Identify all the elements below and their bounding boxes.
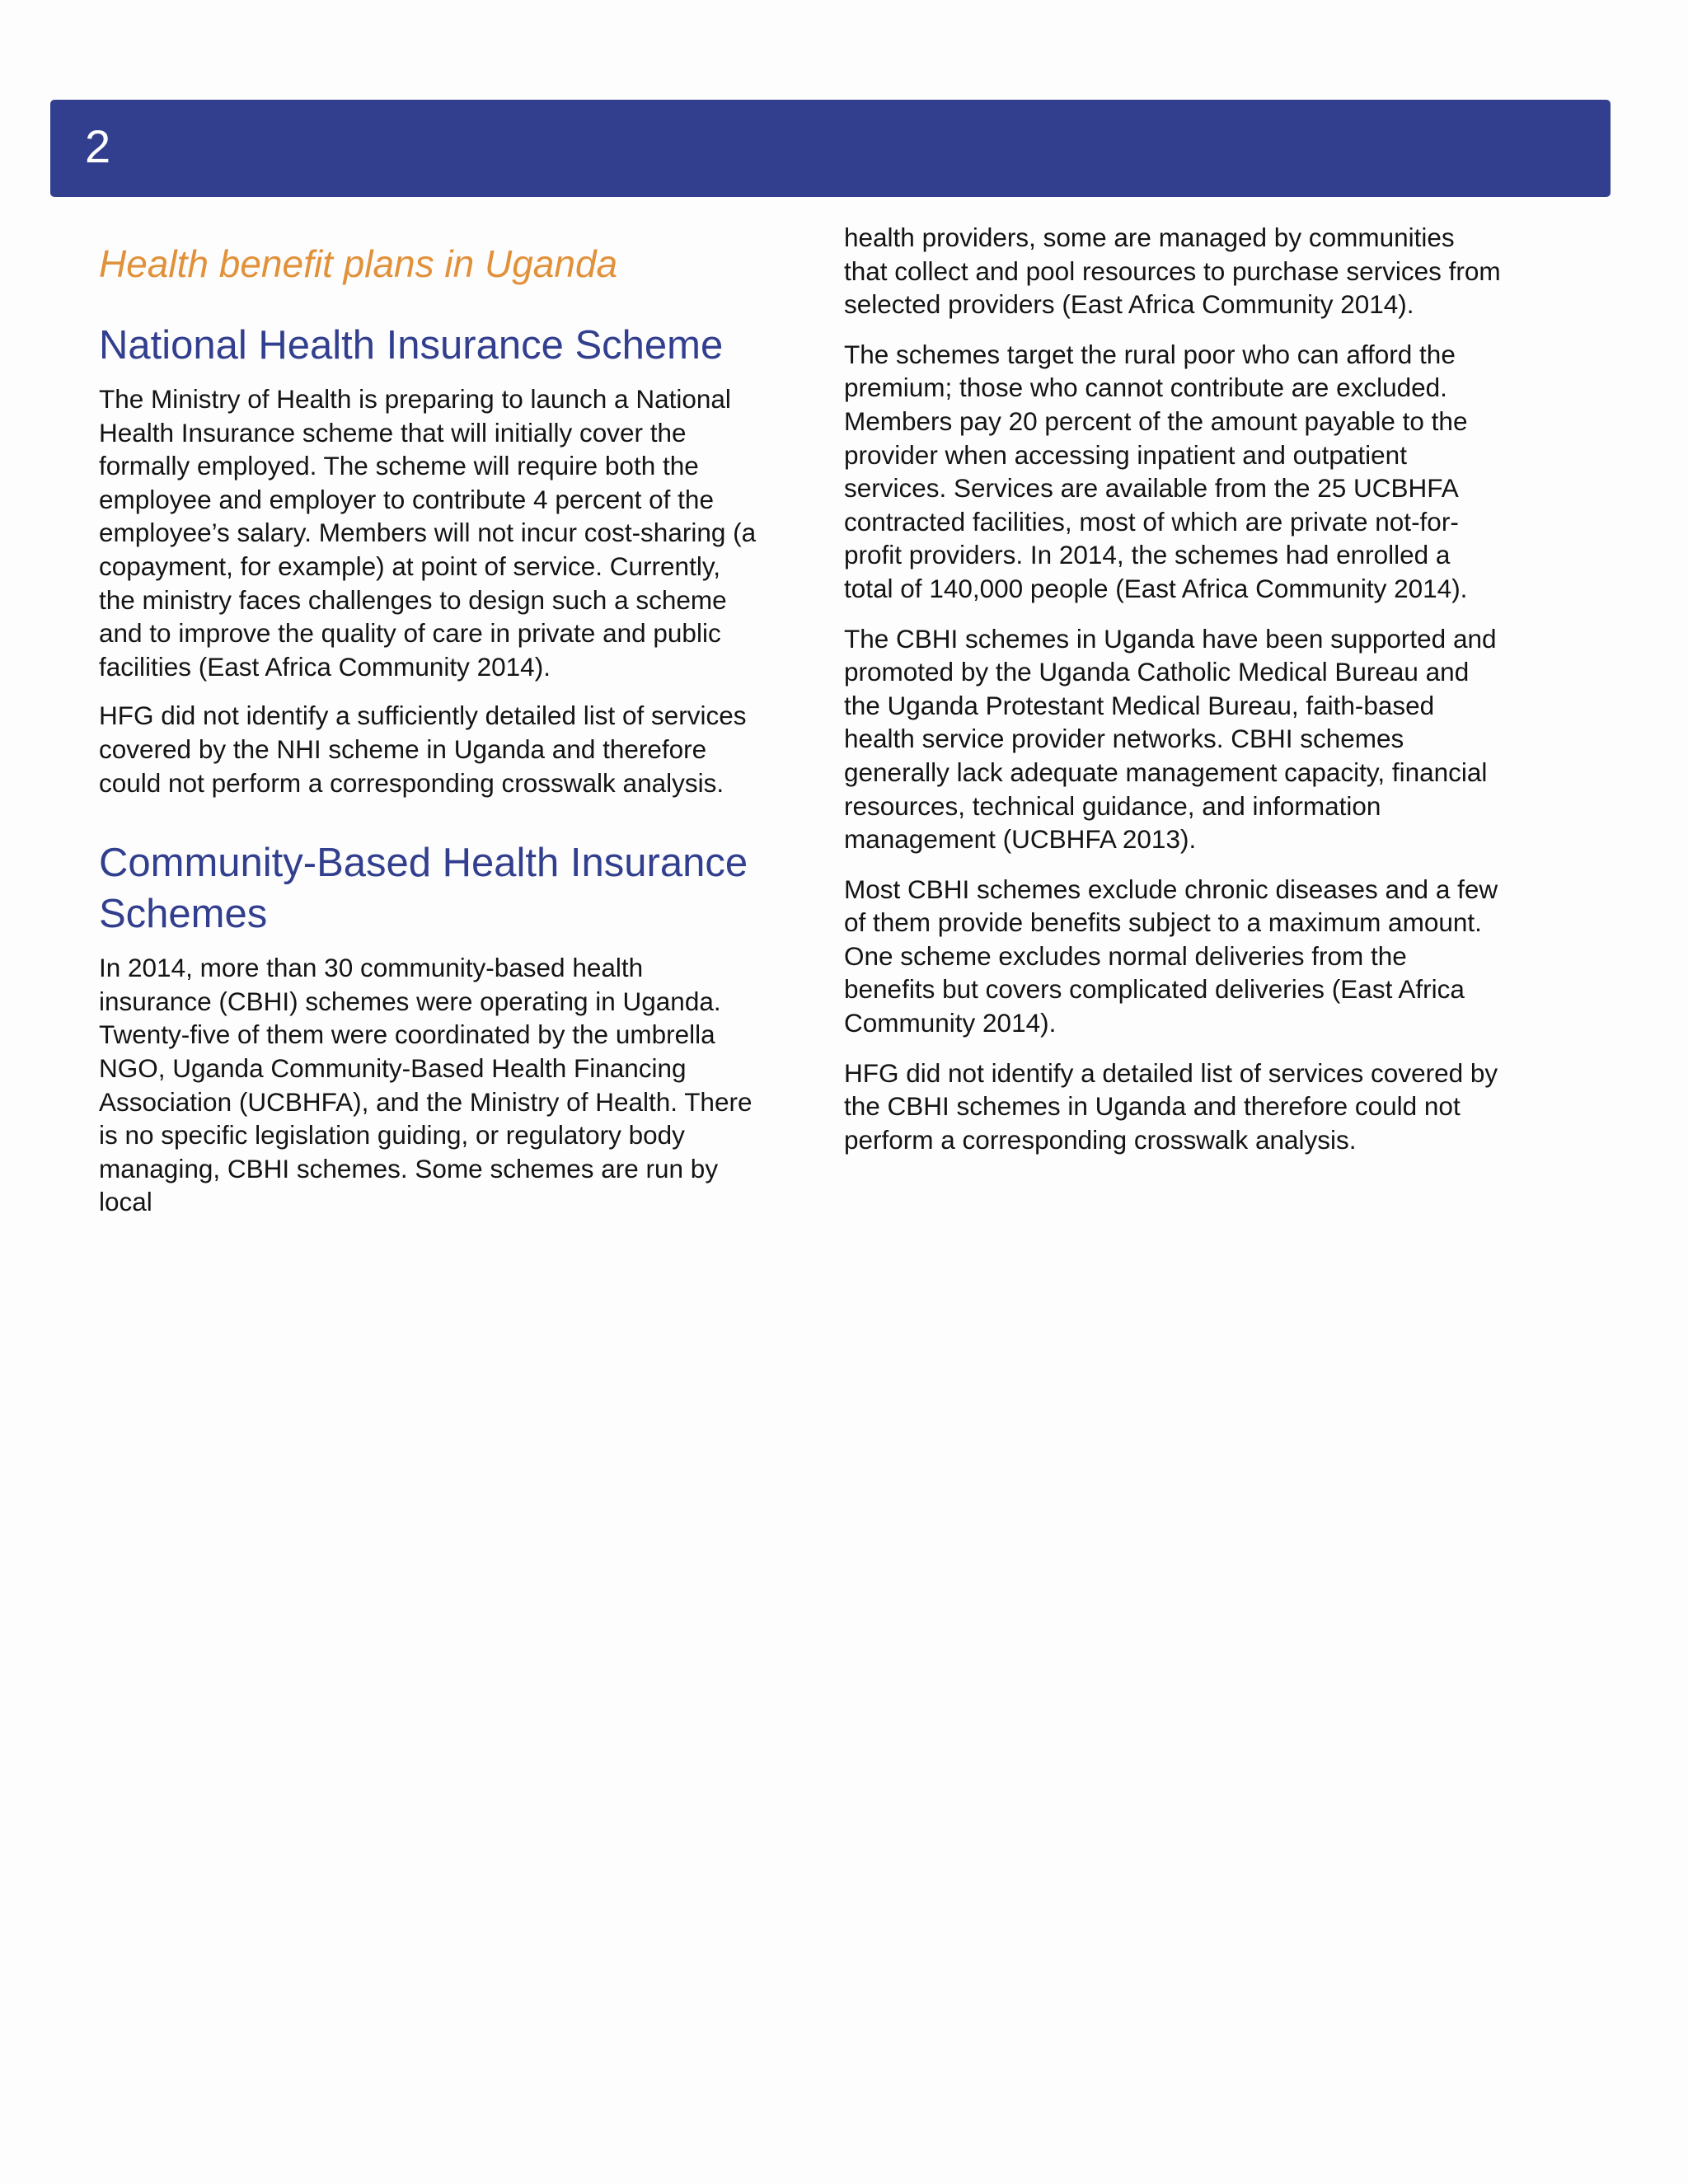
cbhi-continuation-paragraph: health providers, some are managed by communities that collect and pool resources to purchase services from selected providers (East Africa Community 2014).	[844, 223, 1501, 320]
right-column	[844, 221, 1503, 1173]
cbhi-exclusions-paragraph: Most CBHI schemes exclude chronic diseases and a few of them provide benefits subject to a maximum amount. One scheme excludes normal deliveries from the benefits but covers complicated deliveries (East Africa Community 2014).	[844, 874, 1498, 1038]
nhis-paragraph: The Ministry of Health is preparing to launch a National Health Insurance scheme that will initially cover the formally employed. The scheme will require both the employee and employer to contribute 4 percent of the employee’s salary. Members will not incur cost-sharing (a copayment, for example) at point of service. Currently, the ministry faces challenges to design such a scheme and to improve the quality of care in private and public facilities (East Africa Community 2014).	[99, 384, 757, 682]
nhis-heading: National Health Insurance Scheme	[99, 323, 724, 368]
page-number: 2	[85, 120, 111, 172]
cbhi-target-paragraph: The schemes target the rural poor who can afford the premium; those who cannot contribute are excluded. Members pay 20 percent of the amount payable to the provider when accessing inpatient and outpatient services. Services are available from the 25 UCBHFA contracted facilities, most of which are private not-for-profit providers. In 2014, the schemes had enrolled a total of 140,000 people (East Africa Community 2014).	[844, 339, 1468, 603]
section-title: Health benefit plans in Uganda	[99, 242, 618, 285]
cbhi-heading: Community-Based Health Insurance Schemes	[99, 841, 748, 937]
cbhi-crosswalk-paragraph: HFG did not identify a detailed list of services covered by the CBHI schemes in Uganda and therefore could not perform a corresponding crosswalk analysis.	[844, 1057, 1498, 1155]
page-header-band	[50, 100, 1611, 197]
nhis-crosswalk-paragraph: HFG did not identify a sufficiently detailed list of services covered by the NHI scheme in Uganda and therefore could not perform a corresponding crosswalk analysis.	[99, 701, 747, 798]
cbhi-intro-paragraph: In 2014, more than 30 community-based health insurance (CBHI) schemes were operating in Uganda. Twenty-five of them were coordinated by the umbrella NGO, Uganda Community-Based Health Financing Association (UCBHFA), and the Ministry of Health. There is no specific legislation guiding, or regulatory body managing, CBHI schemes. Some schemes are run by local	[99, 953, 753, 1217]
cbhi-support-paragraph: The CBHI schemes in Uganda have been supported and promoted by the Uganda Catholic Medical Bureau and the Uganda Protestant Medical Bureau, faith-based health service provider networks. CBHI schemes generally lack adequate management capacity, financial resources, technical guidance, and information management (UCBHFA 2013).	[844, 623, 1497, 855]
left-column	[99, 241, 758, 1235]
